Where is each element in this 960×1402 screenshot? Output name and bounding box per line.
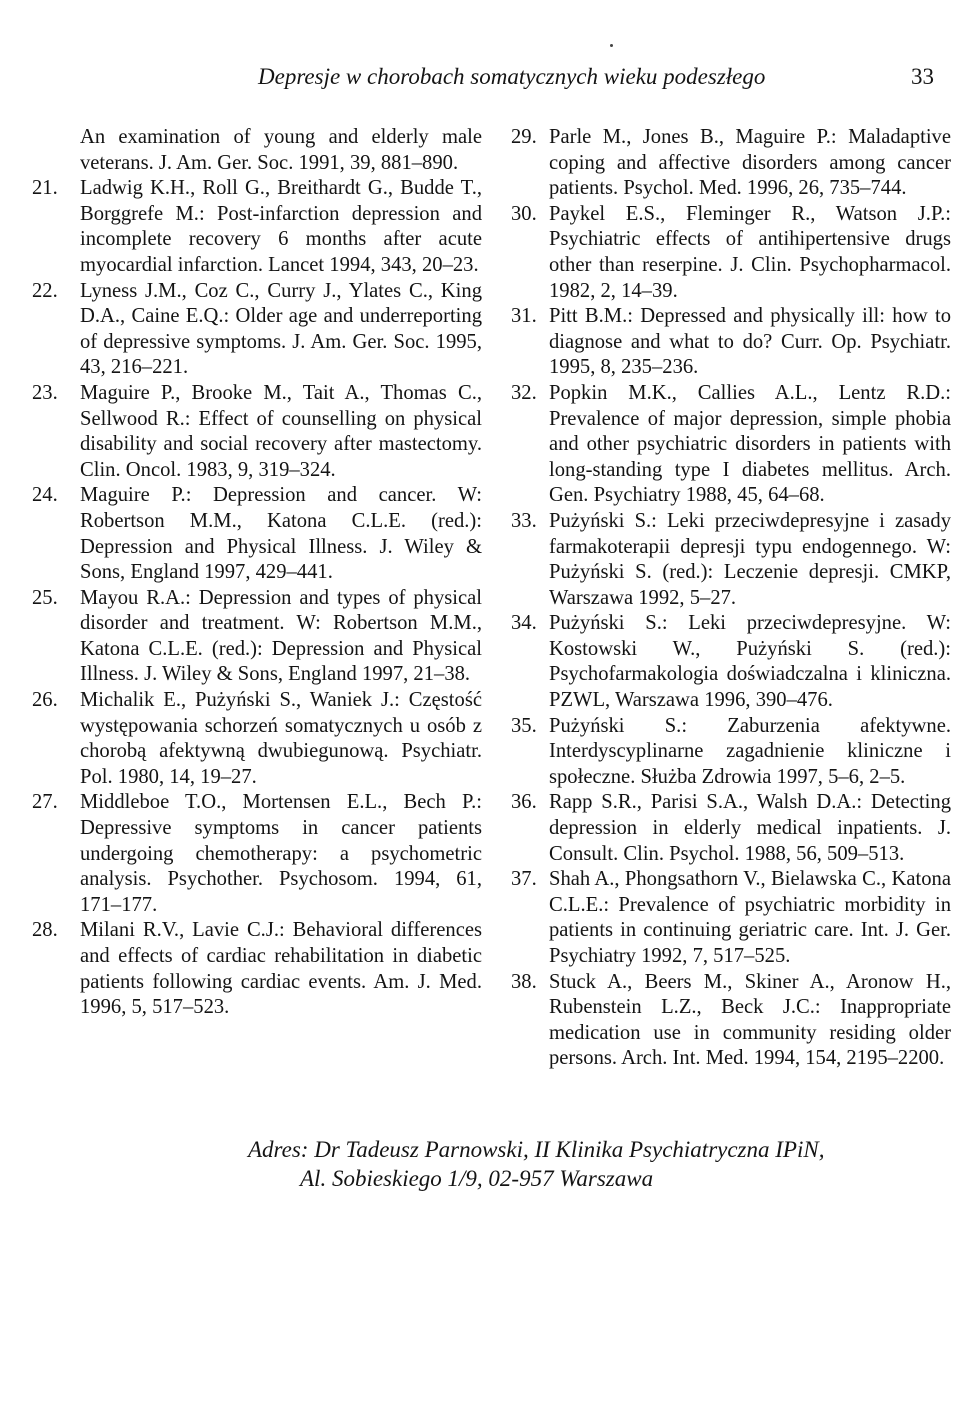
reference-entry bbox=[32, 483, 482, 585]
reference-entry bbox=[32, 381, 482, 483]
reference-text: An examination of young and elderly male veterans. J. Am. Ger. Soc. 1991, 39, 881–890. bbox=[80, 126, 482, 174]
reference-number: 30. bbox=[511, 202, 537, 225]
reference-text: Maguire P.: Depression and cancer. W: Robertson M.M., Katona C.L.E. (red.): Depression and Physical Illness. J. Wiley & Sons, England 1997, 429–441. bbox=[80, 484, 482, 584]
reference-entry bbox=[32, 790, 482, 918]
reference-number: 22. bbox=[32, 279, 58, 302]
reference-number: 26. bbox=[32, 689, 58, 712]
address-line-1: Adres: Dr Tadeusz Parnowski, II Klinika Psychiatryczna IPiN, bbox=[248, 1137, 825, 1162]
reference-text: Maguire P., Brooke M., Tait A., Thomas C., Sellwood R.: Effect of counselling on physical disability and social recovery after mastectomy. Clin. Oncol. 1983, 9, 319–324. bbox=[80, 381, 482, 481]
reference-entry bbox=[32, 918, 482, 1020]
reference-text: Lyness J.M., Coz C., Curry J., Ylates C., King D.A., Caine E.Q.: Older age and underreporting of depressive symptoms. J. Am. Ger. Soc. 1995, 43, 216–221. bbox=[80, 279, 482, 379]
reference-entry bbox=[511, 970, 951, 1072]
running-title: Depresje w chorobach somatycznych wieku podeszłego bbox=[258, 64, 766, 89]
reference-entry bbox=[60, 125, 482, 176]
reference-number: 35. bbox=[511, 714, 537, 737]
reference-number: 23. bbox=[32, 381, 58, 404]
reference-number: 31. bbox=[511, 305, 537, 328]
reference-number: 25. bbox=[32, 586, 58, 609]
references-left-column bbox=[32, 125, 482, 1021]
reference-text: Pużyński S.: Leki przeciwdepresyjne. W: Kostowski W., Pużyński S. (red.): Psychofarmakologia doświadczalna i kliniczna. PZWL, Warszawa 1996, 390–476. bbox=[549, 612, 951, 712]
reference-entry bbox=[511, 509, 951, 611]
address-line-2: Al. Sobieskiego 1/9, 02-957 Warszawa bbox=[300, 1166, 654, 1191]
references-right-column bbox=[511, 125, 951, 1072]
reference-entry bbox=[32, 688, 482, 790]
reference-text: Milani R.V., Lavie C.J.: Behavioral differences and effects of cardiac rehabilitation in diabetic patients following cardiac events. Am. J. Med. 1996, 5, 517–523. bbox=[80, 919, 482, 1019]
reference-text: Middleboe T.O., Mortensen E.L., Bech P.: Depressive symptoms in cancer patients undergoing chemotherapy: a psychometric analysis. Psychother. Psychosom. 1994, 61, 171–177. bbox=[80, 791, 482, 916]
reference-entry bbox=[511, 125, 951, 202]
reference-entry bbox=[511, 304, 951, 381]
reference-text: Stuck A., Beers M., Skiner A., Aronow H., Rubenstein L.Z., Beck J.C.: Inappropriate medication use in community residing older persons. Arch. Int. Med. 1994, 154, 2195–2200. bbox=[549, 970, 951, 1070]
reference-entry bbox=[32, 586, 482, 688]
reference-number: 33. bbox=[511, 509, 537, 532]
reference-entry bbox=[32, 176, 482, 278]
reference-text: Parle M., Jones B., Maguire P.: Maladaptive coping and affective disorders among cancer patients. Psychol. Med. 1996, 26, 735–744. bbox=[549, 126, 951, 200]
reference-text: Popkin M.K., Callies A.L., Lentz R.D.: Prevalence of major depression, simple phobia and other psychiatric disorders in patients with long-standing type I diabetes mellitus. Arch. Gen. Psychiatry 1988, 45, 64–68. bbox=[549, 381, 951, 507]
reference-text: Ladwig K.H., Roll G., Breithardt G., Budde T., Borggrefe M.: Post-infarction depression and incomplete recovery 6 months after acute myocardial infarction. Lancet 1994, 343, 20–23. bbox=[80, 177, 482, 276]
correspondence-address bbox=[0, 1135, 960, 1193]
page-number: 33 bbox=[911, 64, 934, 89]
reference-number: 28. bbox=[32, 919, 58, 942]
reference-text: Pużyński S.: Leki przeciwdepresyjne i zasady farmakoterapii depresji typu endogennego. W: Pużyński S. (red.): Leczenie depresji. CMKP, Warszawa 1992, 5–27. bbox=[549, 509, 951, 609]
reference-number: 34. bbox=[511, 612, 537, 635]
reference-entry bbox=[511, 790, 951, 867]
reference-entry bbox=[511, 867, 951, 969]
reference-text: Shah A., Phongsathorn V., Bielawska C., Katona C.L.E.: Prevalence of psychiatric morbidity in patients in continuing geriatric care. Int. J. Ger. Psychiatry 1992, 7, 517–525. bbox=[549, 868, 951, 967]
reference-text: Paykel E.S., Fleminger R., Watson J.P.: Psychiatric effects of antihipertensive drugs other than reserpine. J. Clin. Psychopharmacol. 1982, 2, 14–39. bbox=[549, 202, 951, 302]
reference-number: 36. bbox=[511, 791, 537, 814]
reference-number: 37. bbox=[511, 868, 537, 891]
reference-number: 21. bbox=[32, 177, 58, 200]
reference-number: 27. bbox=[32, 791, 58, 814]
reference-text: Mayou R.A.: Depression and types of physical disorder and treatment. W: Robertson M.M., Katona C.L.E. (red.): Depression and Physical Illness. J. Wiley & Sons, England 1997, 21–38. bbox=[80, 586, 482, 686]
reference-entry bbox=[511, 611, 951, 713]
reference-number: 38. bbox=[511, 970, 537, 993]
reference-number: 29. bbox=[511, 126, 537, 148]
reference-entry bbox=[511, 381, 951, 509]
reference-entry bbox=[511, 202, 951, 304]
reference-text: Rapp S.R., Parisi S.A., Walsh D.A.: Detecting depression in elderly medical inpatients. J. Consult. Clin. Psychol. 1988, 56, 509–513. bbox=[549, 791, 951, 865]
reference-number: 24. bbox=[32, 484, 58, 507]
reference-entry bbox=[32, 279, 482, 381]
reference-number: 32. bbox=[511, 381, 537, 404]
reference-entry bbox=[511, 714, 951, 791]
page-header bbox=[0, 62, 960, 102]
reference-text: Michalik E., Pużyński S., Waniek J.: Częstość występowania schorzeń somatycznych u osób z chorobą afektywną dwubiegunową. Psychiatr. Pol. 1980, 14, 19–27. bbox=[80, 689, 482, 788]
reference-text: Pitt B.M.: Depressed and physically ill: how to diagnose and what to do? Curr. Op. Psychiatr. 1995, 8, 235–236. bbox=[549, 305, 951, 379]
scan-speck bbox=[610, 44, 613, 47]
reference-text: Pużyński S.: Zaburzenia afektywne. Interdyscyplinarne zagadnienie kliniczne i społeczne. Służba Zdrowia 1997, 5–6, 2–5. bbox=[549, 714, 951, 788]
